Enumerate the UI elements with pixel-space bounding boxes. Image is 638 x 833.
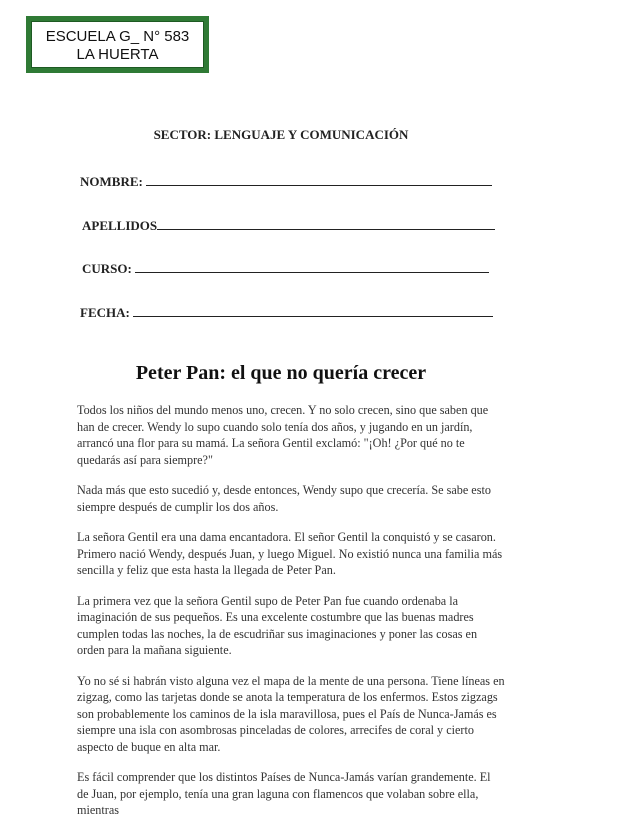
name-label: NOMBRE: xyxy=(80,174,143,189)
sector-heading: SECTOR: LENGUAJE Y COMUNICACIÓN xyxy=(153,127,409,142)
story-paragraph: Nada más que esto sucedió y, desde entonces, Wendy supo que crecería. Se sabe esto siempre después de cumplir los dos años. xyxy=(77,483,491,514)
date-label: FECHA: xyxy=(80,305,130,320)
name-blank-line[interactable] xyxy=(146,174,492,186)
date-blank-line[interactable] xyxy=(133,305,493,317)
story-paragraph: La primera vez que la señora Gentil supo de Peter Pan fue cuando ordenaba la imaginación de sus pequeños. Es una excelente costumbre que las buenas madres cumplen todas las noches, la de escudriñar sus imaginaciones y poner las cosas en orden para la mañana siguiente. xyxy=(77,593,478,657)
school-subtitle: LA HUERTA xyxy=(76,46,159,63)
course-label: CURSO: xyxy=(82,261,132,276)
name-field-row xyxy=(80,174,492,190)
school-header-box xyxy=(26,16,209,73)
story-paragraph: La señora Gentil era una dama encantadora. El señor Gentil la conquistó y se casaron. Primero nació Wendy, después Juan, y luego Miguel. No existió nunca una familia más sencilla y feliz que esta hasta la llegada de Peter Pan. xyxy=(77,530,503,577)
course-field-row xyxy=(82,261,489,277)
school-header-inner xyxy=(31,21,204,68)
story-paragraph: Yo no sé si habrán visto alguna vez el mapa de la mente de una persona. Tiene líneas en zigzag, como las tarjetas donde se anota la temperatura de los enfermos. Estos zigzags son probablemente los caminos de la isla maravillosa, pues el País de Nunca-Jamás es siempre una isla con asombrosas pinceladas de colores, arrecifes de coral y cierto aspecto de buque en alta mar. xyxy=(77,673,505,754)
story-body xyxy=(77,402,505,833)
story-title: Peter Pan: el que no quería crecer xyxy=(135,362,427,384)
story-paragraph: Todos los niños del mundo menos uno, crecen. Y no solo crecen, sino que saben que han de crecer. Wendy lo supo cuando solo tenía dos años, y jugando en un jardín, arrancó una flor para su mamá. La señora Gentil exclamó: "¡Oh! ¿Por qué no te quedarás así para siempre?" xyxy=(77,403,489,467)
date-field-row xyxy=(80,305,493,321)
surname-field-row xyxy=(82,218,495,234)
surname-blank-line[interactable] xyxy=(157,218,495,230)
course-blank-line[interactable] xyxy=(135,261,489,273)
surname-label: APELLIDOS xyxy=(82,218,158,233)
story-paragraph: Es fácil comprender que los distintos Países de Nunca-Jamás varían grandemente. El de Juan, por ejemplo, tenía una gran laguna con flamencos que volaban sobre ella, mientras xyxy=(77,770,491,817)
school-name: ESCUELA G_ N° 583 xyxy=(45,28,190,45)
